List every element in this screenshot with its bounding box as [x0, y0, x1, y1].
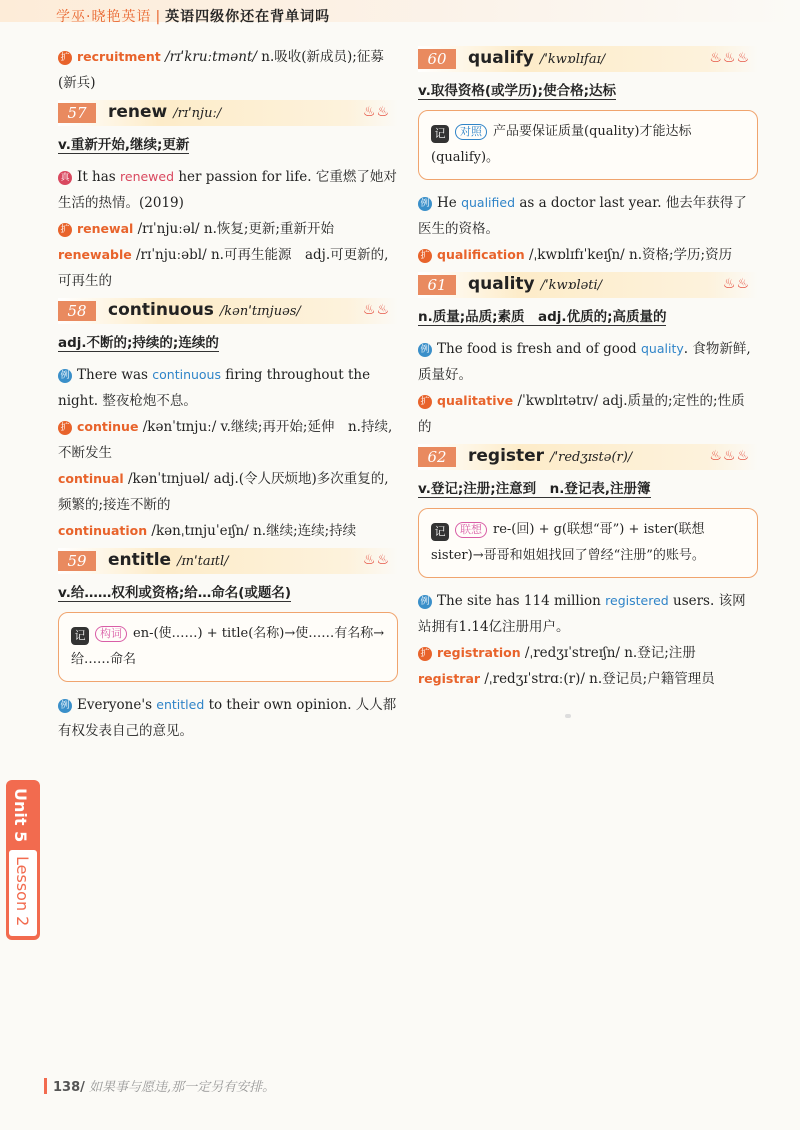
entry-number: 59 — [58, 551, 96, 571]
derivative-line: 扩 qualitative /ˈkwɒlɪtətɪv/ adj.质量的;定性的;性质的 — [418, 393, 745, 435]
memory-tip-box — [418, 508, 758, 578]
example-icon: 例 — [58, 699, 72, 713]
tip-tag: 构词 — [95, 626, 127, 642]
derivative-line: 扩 qualification /ˌkwɒlɪfɪˈkeɪʃn/ n.资格;学历;资历 — [418, 242, 758, 268]
entry-header-57 — [58, 100, 398, 126]
book-title: 英语四级你还在背单词吗 — [165, 9, 331, 25]
memory-icon: 记 — [431, 523, 449, 541]
example-sentence: 例 The site has 114 million registered users. 该网站拥有1.14亿注册用户。 — [418, 593, 746, 635]
example-icon: 例 — [58, 369, 72, 383]
recruitment-line — [58, 44, 398, 96]
frequency-flame-icon: ♨♨ — [362, 302, 390, 318]
lesson-label: Lesson 2 — [13, 856, 32, 927]
derivative-line: 扩 renewal /rɪˈnjuːəl/ n.恢复;更新;重新开始 — [58, 216, 398, 242]
derivative-line: 扩 continue /kənˈtɪnjuː/ v.继续;再开始;延伸 n.持续,不断发生 — [58, 419, 393, 461]
meaning: v.给……权利或资格;给…命名(或题名) — [58, 585, 292, 601]
extend-icon: 扩 — [418, 395, 432, 409]
exam-icon: 真 — [58, 171, 72, 185]
example-sentence: 例 There was continuous firing throughout the night. 整夜枪炮不息。 — [58, 367, 371, 409]
tip-text: 产品要保证质量(quality)才能达标(qualify)。 — [431, 124, 692, 165]
derivative-line: continual /kənˈtɪnjuəl/ adj.(令人厌烦地)多次重复的,频繁的;接连不断的 — [58, 471, 389, 513]
example-sentence: 真 It has renewed her passion for life. 它重燃了她对生活的热情。(2019) — [58, 169, 397, 211]
example-icon: 例 — [418, 595, 432, 609]
extend-icon: 扩 — [58, 223, 72, 237]
headword: register /ˈredʒɪstə(r)/ — [468, 446, 633, 466]
extend-icon: 扩 — [58, 51, 72, 65]
frequency-flame-icon: ♨♨♨ — [709, 50, 750, 66]
example-icon: 例 — [418, 197, 432, 211]
extend-icon: 扩 — [418, 647, 432, 661]
meaning: v.取得资格(或学历);使合格;达标 — [418, 83, 616, 99]
memory-tip-box — [58, 612, 398, 682]
frequency-flame-icon: ♨♨♨ — [709, 448, 750, 464]
frequency-flame-icon: ♨♨ — [722, 276, 750, 292]
headword: qualify /ˈkwɒlɪfaɪ/ — [468, 48, 606, 68]
series-name: 学巫·晓艳英语 — [56, 9, 152, 25]
entry-header-59 — [58, 548, 398, 574]
header-separator: | — [155, 9, 162, 25]
memory-tip-box — [418, 110, 758, 180]
phonetic: /kənˈtɪnjuəs/ — [219, 304, 301, 319]
derivative-line: continuation /kənˌtɪnjuˈeɪʃn/ n.继续;连续;持续 — [58, 523, 357, 539]
tip-text: en-(使……) + title(名称)→使……有名称→给……命名 — [71, 626, 385, 667]
example-sentence: 例 Everyone's entitled to their own opinion. 人人都有权发表自己的意见。 — [58, 697, 397, 739]
definition: n.吸收(新成员);征募(新兵) — [58, 49, 384, 91]
right-column — [418, 44, 758, 692]
meaning: v.登记;注册;注意到 n.登记表,注册簿 — [418, 481, 651, 497]
unit-label: Unit 5 — [11, 788, 30, 843]
entry-number: 58 — [58, 301, 96, 321]
example-icon: 例 — [418, 343, 432, 357]
derivative-line: registrar /ˌredʒɪˈstrɑː(r)/ n.登记员;户籍管理员 — [418, 671, 715, 687]
footer-accent-bar — [44, 1078, 47, 1094]
headword: entitle /ɪnˈtaɪtl/ — [108, 550, 229, 570]
phonetic: /rɪˈnjuː/ — [173, 106, 222, 121]
tip-tag: 联想 — [455, 522, 487, 538]
entry-header-60 — [418, 46, 758, 72]
headword: renew /rɪˈnjuː/ — [108, 102, 222, 122]
running-header — [56, 6, 330, 26]
frequency-flame-icon: ♨♨ — [362, 552, 390, 568]
derivative-line: renewable /rɪˈnjuːəbl/ n.可再生能源 adj.可更新的,可再生的 — [58, 247, 389, 289]
example-sentence: 例 The food is fresh and of good quality. 食物新鲜,质量好。 — [418, 341, 751, 383]
entry-number: 62 — [418, 447, 456, 467]
phonetic: /ˈkwɒləti/ — [540, 278, 603, 293]
entry-header-62 — [418, 444, 758, 470]
left-column — [58, 44, 398, 744]
meaning: v.重新开始,继续;更新 — [58, 137, 190, 153]
unit-side-tab — [6, 780, 40, 940]
phonetic: /ˈkwɒlɪfaɪ/ — [539, 52, 606, 67]
entry-number: 57 — [58, 103, 96, 123]
extend-icon: 扩 — [418, 249, 432, 263]
page-number: 138/ — [53, 1080, 85, 1095]
example-sentence: 例 He qualified as a doctor last year. 他去年获得了医生的资格。 — [418, 195, 747, 237]
phonetic: /ɪnˈtaɪtl/ — [177, 554, 229, 569]
phonetic: /ˈredʒɪstə(r)/ — [550, 450, 633, 465]
headword: continuous /kənˈtɪnjuəs/ — [108, 300, 301, 320]
meaning: n.质量;品质;素质 adj.优质的;高质量的 — [418, 309, 667, 325]
memory-icon: 记 — [431, 125, 449, 143]
entry-number: 60 — [418, 49, 456, 69]
entry-header-61 — [418, 272, 758, 298]
meaning: adj.不断的;持续的;连续的 — [58, 335, 219, 351]
derivative-line: 扩 registration /ˌredʒɪˈstreɪʃn/ n.登记;注册 — [418, 640, 758, 666]
page-footer — [44, 1076, 275, 1095]
phonetic: /rɪˈkruːtmənt/ — [165, 49, 257, 65]
memory-icon: 记 — [71, 627, 89, 645]
footer-motto: 如果事与愿违,那一定另有安排。 — [89, 1080, 276, 1095]
extend-icon: 扩 — [58, 421, 72, 435]
entry-number: 61 — [418, 275, 456, 295]
frequency-flame-icon: ♨♨ — [362, 104, 390, 120]
headword: quality /ˈkwɒləti/ — [468, 274, 603, 294]
tip-text: re-(回) + g(联想“哥”) + ister(联想sister)→哥哥和姐姐找回了曾经“注册”的账号。 — [431, 522, 705, 563]
derivative-word: recruitment — [77, 49, 161, 64]
entry-header-58 — [58, 298, 398, 324]
decorative-dot — [565, 714, 571, 718]
tip-tag: 对照 — [455, 124, 487, 140]
